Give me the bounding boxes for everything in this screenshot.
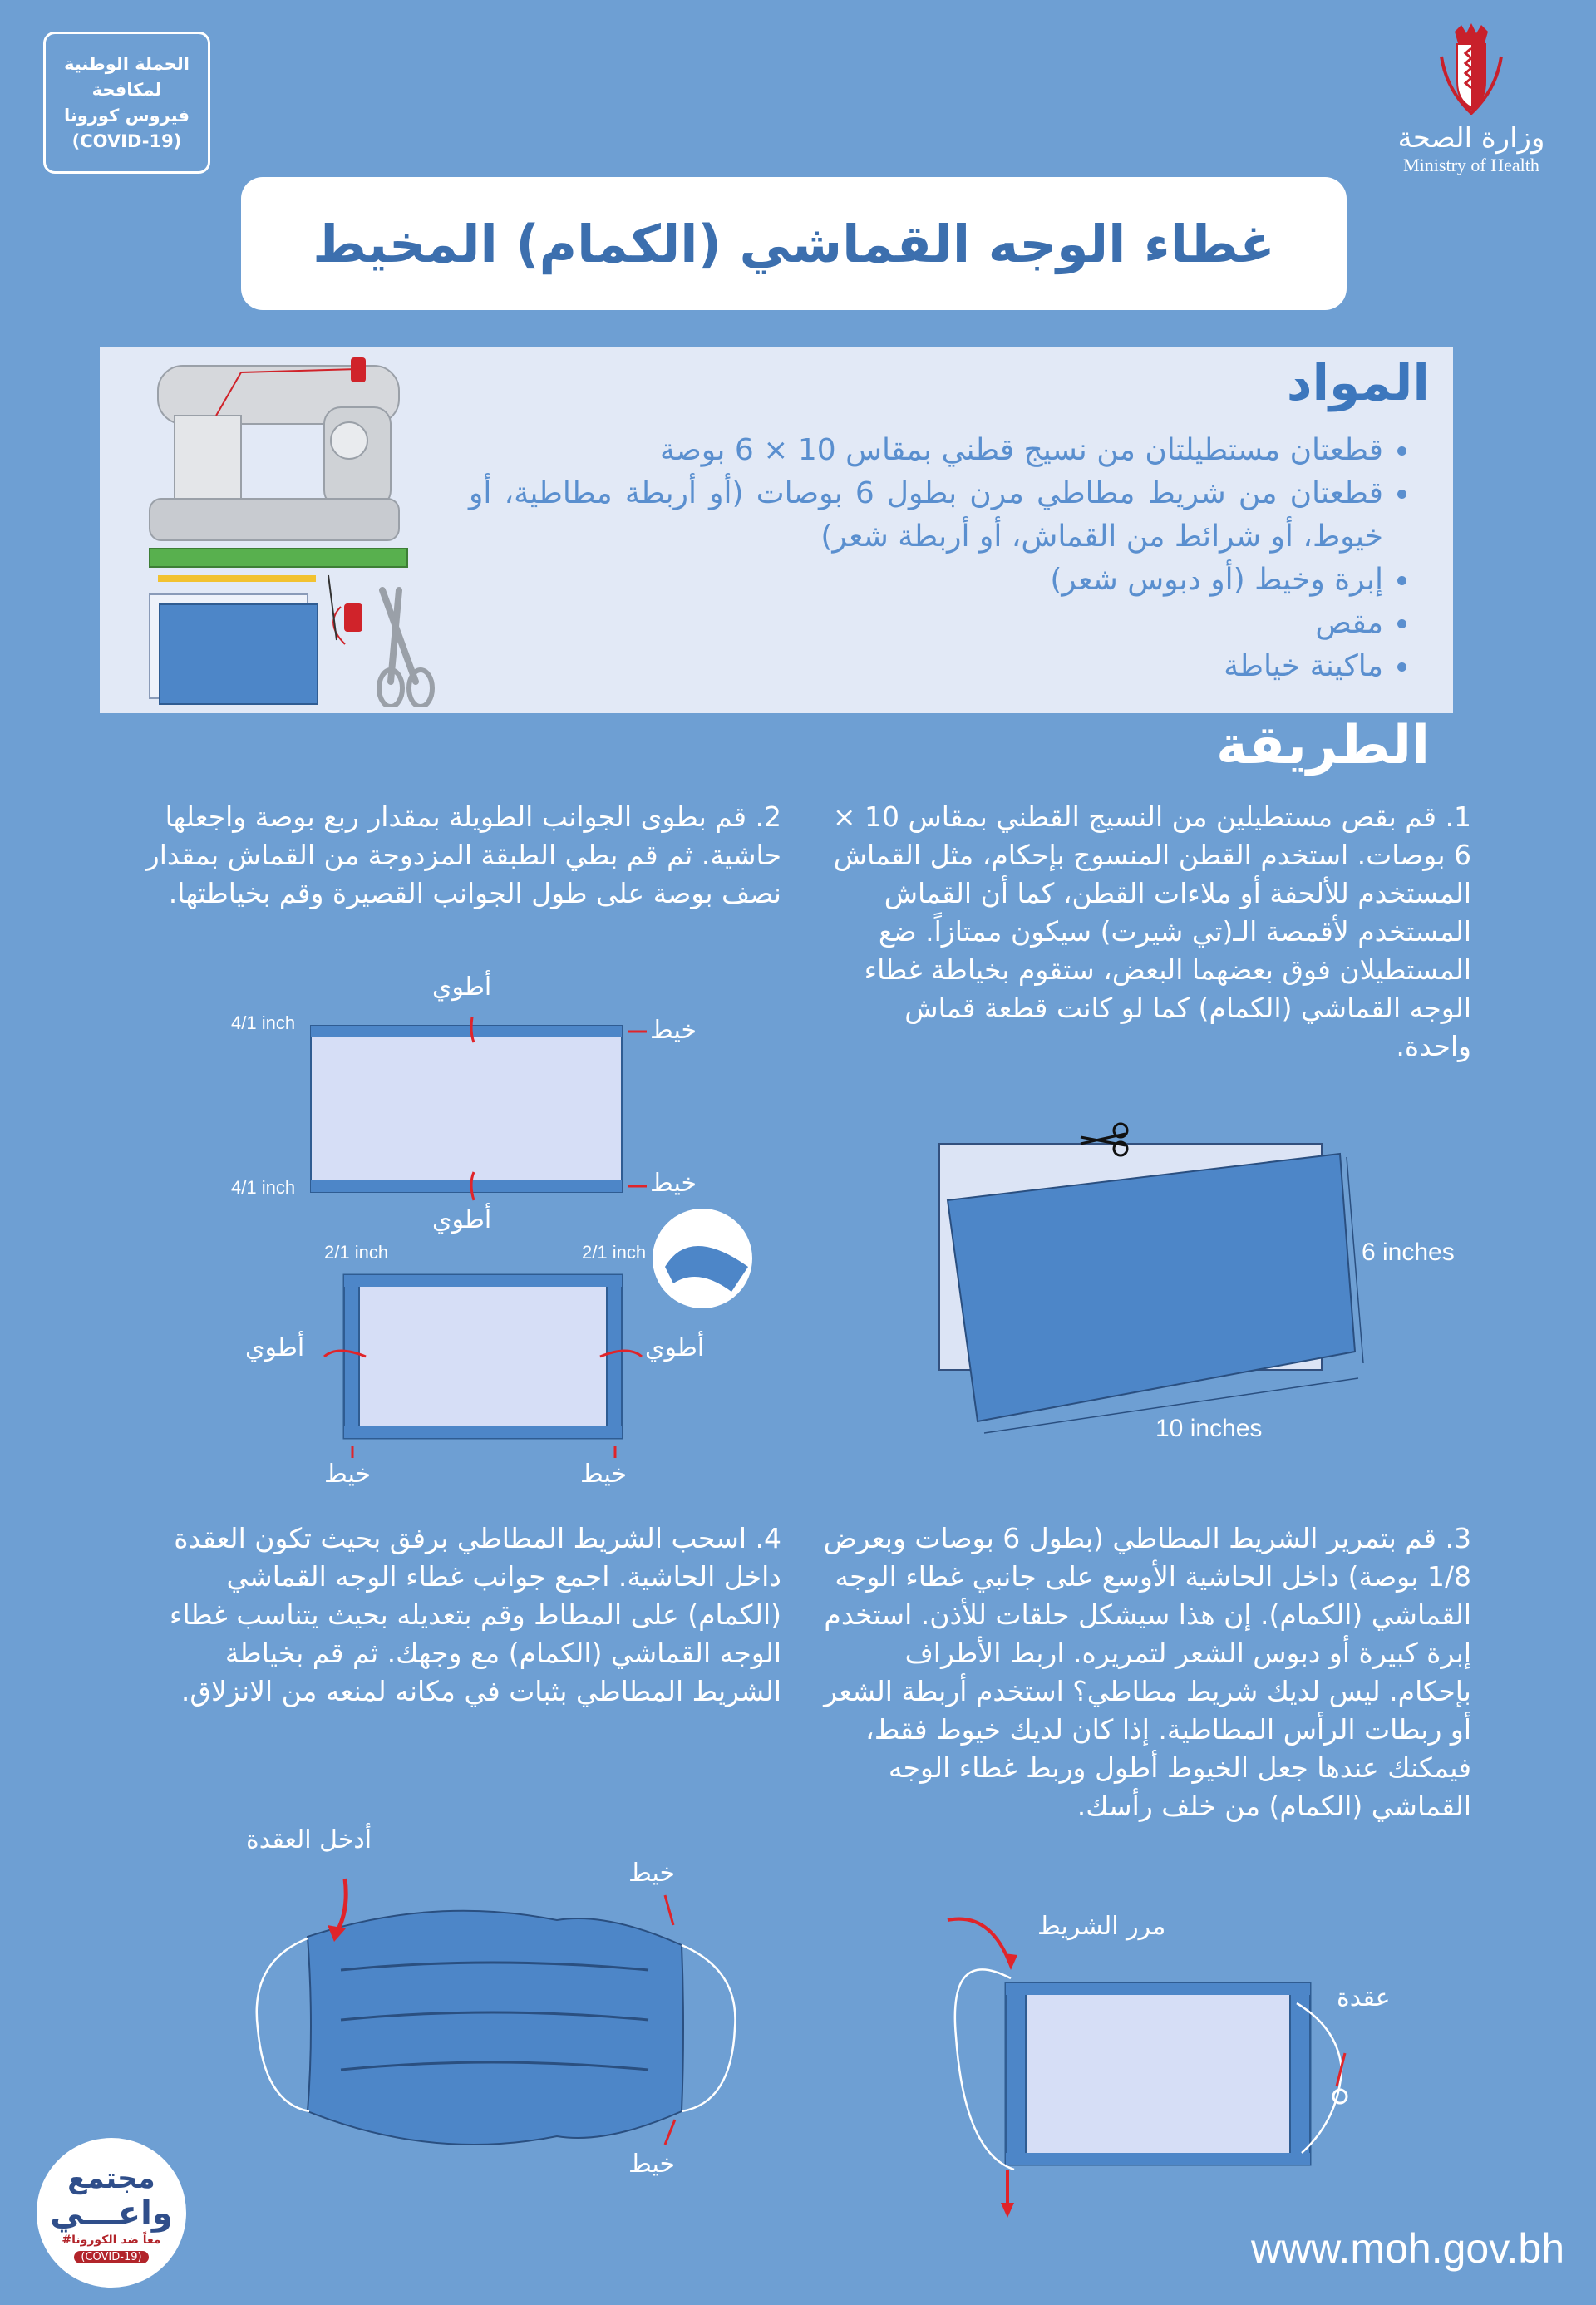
- badge-line-2: واعـــي: [50, 2194, 173, 2233]
- knot-label: عقدة: [1337, 1983, 1391, 2012]
- badge-slogan: #معاً ضد الكورونا: [62, 2234, 161, 2247]
- fold-hem-bottom: [311, 1180, 622, 1192]
- website-link[interactable]: www.moh.gov.bh: [1250, 2225, 1564, 2272]
- method-heading: الطريقة: [1215, 715, 1430, 776]
- campaign-line: فيروس كورونا: [63, 105, 190, 126]
- thread-through-label: مرر الشريط: [1037, 1912, 1166, 1941]
- half-inch-label: 2/1 inch: [324, 1242, 389, 1263]
- pencil-icon: [158, 575, 316, 582]
- materials-list: [469, 429, 1411, 688]
- list-item: • مقص: [469, 602, 1383, 645]
- fold-label: أطوي: [432, 973, 492, 1002]
- ruler-icon: [150, 549, 407, 567]
- ministry-english-name: Ministry of Health: [1403, 155, 1539, 175]
- stitch-label: خيط: [650, 1169, 697, 1198]
- ear-loop: [257, 1938, 309, 2111]
- quarter-inch-label: 4/1 inch: [231, 1177, 296, 1198]
- fold-label: أطوي: [645, 1333, 705, 1362]
- step-1-text: 1. قم بقص مستطيلين من النسيج القطني بمقاس 10 × 6 بوصات. استخدم القطن المنسوج بإحكام، مثل القماش المستخدم للألحفة أو ملاءات القطن، كما أن القماش المستخدم لأقمصة الـ(تي شيرت) سيكون ممتازاً. ضع المستطيلان فوق بعضهما البعض، ستقوم بخياطة غطاء الوجه القماشي (الكمام) كما لو كانت قطعة قماش واحدة.: [832, 800, 1471, 1062]
- step-2-diagram: [299, 1017, 765, 1458]
- thread-arrow-icon: [948, 1919, 1009, 1962]
- ear-loop: [682, 1945, 735, 2111]
- fabric-pieces-icon: [150, 594, 318, 704]
- step-3-diagram: [931, 1904, 1380, 2219]
- step-3-text: 3. قم بتمرير الشريط المطاطي (بطول 6 بوصات وبعرض 1/8 بوصة) داخل الحاشية الأوسع على جانبي غطاء الوجه القماشي (الكمام). إن هذا سيشكل حلقات للأذن. استخدم إبرة كبيرة أو دبوس الشعر لتمريره. اربط الأطراف بإحكام. ليس لديك شريط مطاطي؟ استخدم أربطة الشعر أو ربطات الرأس المطاطية. إذا كان لديك خيوط فقط، فيمكنك عندها جعل الخيوط أطول وربط غطاء الوجه القماشي (الكمام) من خلف رأسك.: [823, 1522, 1471, 1822]
- fold-hem-top: [311, 1026, 622, 1037]
- height-label: 6 inches: [1362, 1239, 1455, 1266]
- width-label: 10 inches: [1155, 1415, 1263, 1442]
- insert-knot-label: أدخل العقدة: [246, 1825, 372, 1854]
- step-4-text: 4. اسحب الشريط المطاطي برفق بحيث تكون العقدة داخل الحاشية. اجمع جوانب غطاء الوجه القماشي (الكمام) على المطاط وقم بتعديله بحيث يتناسب غطاء الوجه القماشي (الكمام) مع وجهك. ثم قم بخياطة الشريط المطاطي بثبات في مكانه لمنعه من الانزلاق.: [169, 1522, 781, 1707]
- badge-code: (COVID-19): [74, 2251, 148, 2263]
- campaign-badge: [43, 32, 210, 174]
- page-title: غطاء الوجه القماشي (الكمام) المخيط: [313, 213, 1275, 274]
- half-inch-label: 2/1 inch: [582, 1242, 647, 1263]
- step-4-diagram: [249, 1862, 748, 2178]
- stitch-label: خيط: [628, 1859, 676, 1888]
- fold-label: أطوي: [432, 1205, 492, 1234]
- thread-spool-icon: [328, 575, 362, 644]
- list-item: • ماكينة خياطة: [469, 645, 1383, 688]
- materials-panel: [100, 347, 1453, 713]
- ministry-logo: [1380, 23, 1563, 206]
- list-item: • قطعتان من شريط مطاطي مرن بطول 6 بوصات (أو أربطة مطاطية، أو خيوط، أو شرائط من القماش، أو أربطة شعر): [469, 472, 1383, 559]
- campaign-line: (COVID-19): [71, 131, 182, 151]
- aware-community-badge: [37, 2138, 186, 2288]
- sewing-machine-icon: [150, 357, 399, 540]
- materials-heading: المواد: [1286, 354, 1430, 412]
- step-1-diagram: [931, 1114, 1480, 1463]
- fabric-front-piece: [948, 1154, 1355, 1421]
- fabric-rectangle: [1006, 1983, 1310, 2165]
- title-banner: [241, 177, 1347, 310]
- fold-hem-left: [344, 1275, 359, 1438]
- badge-line-1: مجتمع: [67, 2162, 155, 2195]
- list-item: • قطعتان مستطيلتان من نسيج قطني بمقاس 10 × 6 بوصة: [469, 429, 1383, 472]
- bahrain-emblem-icon: [1438, 23, 1505, 115]
- knot-icon: [1333, 2090, 1347, 2103]
- fabric-rectangle: [311, 1026, 622, 1192]
- stitch-arrow-icon: [665, 2120, 675, 2145]
- quarter-inch-label: 4/1 inch: [231, 1012, 296, 1033]
- ministry-arabic-name: وزارة الصحة: [1397, 121, 1545, 155]
- list-item: • إبرة وخيط (أو دبوس شعر): [469, 559, 1383, 602]
- fold-label: أطوي: [245, 1333, 305, 1362]
- fabric-rectangle: [344, 1275, 622, 1438]
- campaign-line: لمكافحة: [91, 79, 162, 100]
- fold-hem-right: [607, 1275, 622, 1438]
- scissors-icon: [379, 590, 432, 707]
- sewing-supplies-illustration: [141, 357, 507, 707]
- stitch-label: خيط: [324, 1460, 372, 1489]
- stitch-label: خيط: [650, 1016, 697, 1045]
- stitch-arrow-icon: [665, 1895, 673, 1925]
- stitch-label: خيط: [580, 1460, 628, 1489]
- stitch-label: خيط: [628, 2150, 676, 2179]
- step-2-text: 2. قم بطوى الجوانب الطويلة بمقدار ربع بوصة واجعلها حاشية. ثم قم بطي الطبقة المزدوجة من القماش بمقدار نصف بوصة على طول الجوانب القصيرة وقم بخياطتها.: [145, 800, 781, 909]
- campaign-line: الحملة الوطنية: [64, 53, 190, 74]
- mask-body: [308, 1911, 683, 2145]
